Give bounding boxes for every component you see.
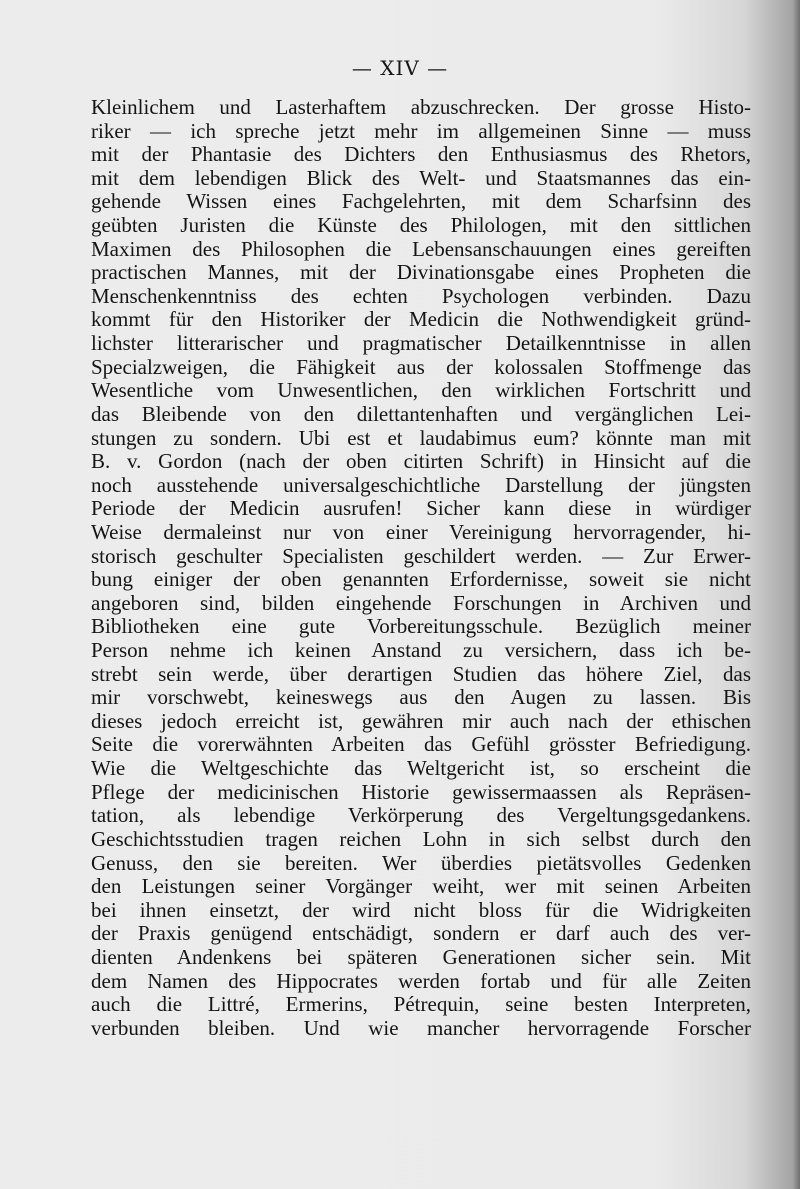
text-line: Periode der Medicin ausrufen! Sicher kann diese in würdiger: [91, 496, 751, 521]
text-line: noch ausstehende universalgeschichtliche Darstellung der jüngsten: [91, 472, 751, 497]
text-line: stungen zu sondern. Ubi est et laudabimus eum? könnte man mit: [91, 425, 751, 450]
text-line: Specialzweigen, die Fähigkeit aus der kolossalen Stoffmenge das: [91, 354, 751, 379]
text-line: das Bleibende von den dilettantenhaften und vergänglichen Lei-: [91, 401, 751, 426]
text-line: mit der Phantasie des Dichters den Enthusiasmus des Rhetors,: [91, 142, 751, 167]
text-line: verbunden bleiben. Und wie mancher hervorragende Forscher: [91, 1015, 751, 1040]
text-line: storisch geschulter Specialisten geschildert werden. — Zur Erwer-: [91, 543, 751, 568]
text-line: strebt sein werde, über derartigen Studien das höhere Ziel, das: [91, 661, 751, 686]
text-line: Kleinlichem und Lasterhaftem abzuschrecken. Der grosse Histo-: [91, 95, 751, 119]
text-line: Seite die vorerwähnten Arbeiten das Gefühl grösster Befriedigung.: [91, 732, 751, 757]
text-line: bung einiger der oben genannten Erfordernisse, soweit sie nicht: [91, 567, 751, 592]
text-line: auch die Littré, Ermerins, Pétrequin, seine besten Interpreten,: [91, 992, 751, 1017]
text-line: mir vorschwebt, keineswegs aus den Augen zu lassen. Bis: [91, 685, 751, 710]
text-line: Menschenkenntniss des echten Psychologen verbinden. Dazu: [91, 283, 751, 308]
text-line: Pflege der medicinischen Historie gewissermaassen als Repräsen-: [91, 779, 751, 804]
text-line: B. v. Gordon (nach der oben citirten Schrift) in Hinsicht auf die: [91, 449, 751, 474]
text-line: Geschichtsstudien tragen reichen Lohn in sich selbst durch den: [91, 826, 751, 851]
text-line: den Leistungen seiner Vorgänger weiht, wer mit seinen Arbeiten: [91, 874, 751, 899]
text-line: angeboren sind, bilden eingehende Forschungen in Archiven und: [91, 590, 751, 615]
text-line: der Praxis genügend entschädigt, sondern er darf auch des ver-: [91, 921, 751, 946]
text-line: Weise dermaleinst nur von einer Vereinigung hervorragender, hi-: [91, 519, 751, 544]
text-line: mit dem lebendigen Blick des Welt- und Staatsmannes das ein-: [91, 165, 751, 190]
page-edge-shadow: [792, 0, 800, 1189]
text-line: lichster litterarischer und pragmatischer Detailkenntnisse in allen: [91, 331, 751, 356]
text-line: riker — ich spreche jetzt mehr im allgemeinen Sinne — muss: [91, 118, 751, 143]
text-line: Wesentliche vom Unwesentlichen, den wirklichen Fortschritt und: [91, 378, 751, 403]
text-line: gehende Wissen eines Fachgelehrten, mit dem Scharfsinn des: [91, 189, 751, 214]
text-line: Maximen des Philosophen die Lebensanschauungen eines gereiften: [91, 236, 751, 261]
body-text: [91, 96, 751, 1040]
text-line: dienten Andenkens bei späteren Generationen sicher sein. Mit: [91, 944, 751, 969]
text-line: Person nehme ich keinen Anstand zu versichern, dass ich be-: [91, 638, 751, 663]
text-line: kommt für den Historiker der Medicin die Nothwendigkeit gründ-: [91, 307, 751, 332]
text-line: dem Namen des Hippocrates werden fortab und für alle Zeiten: [91, 968, 751, 993]
text-line: Genuss, den sie bereiten. Wer überdies pietätsvolles Gedenken: [91, 850, 751, 875]
text-line: bei ihnen einsetzt, der wird nicht bloss für die Widrigkeiten: [91, 897, 751, 922]
text-line: Wie die Weltgeschichte das Weltgericht ist, so erscheint die: [91, 756, 751, 781]
page-number: — XIV —: [351, 56, 449, 80]
text-line: practischen Mannes, mit der Divinationsgabe eines Propheten die: [91, 260, 751, 285]
text-line: Bibliotheken eine gute Vorbereitungsschule. Bezüglich meiner: [91, 614, 751, 639]
text-line: geübten Juristen die Künste des Philologen, mit den sittlichen: [91, 213, 751, 238]
text-line: tation, als lebendige Verkörperung des Vergeltungsgedankens.: [91, 803, 751, 828]
text-line: dieses jedoch erreicht ist, gewähren mir auch nach der ethischen: [91, 708, 751, 733]
